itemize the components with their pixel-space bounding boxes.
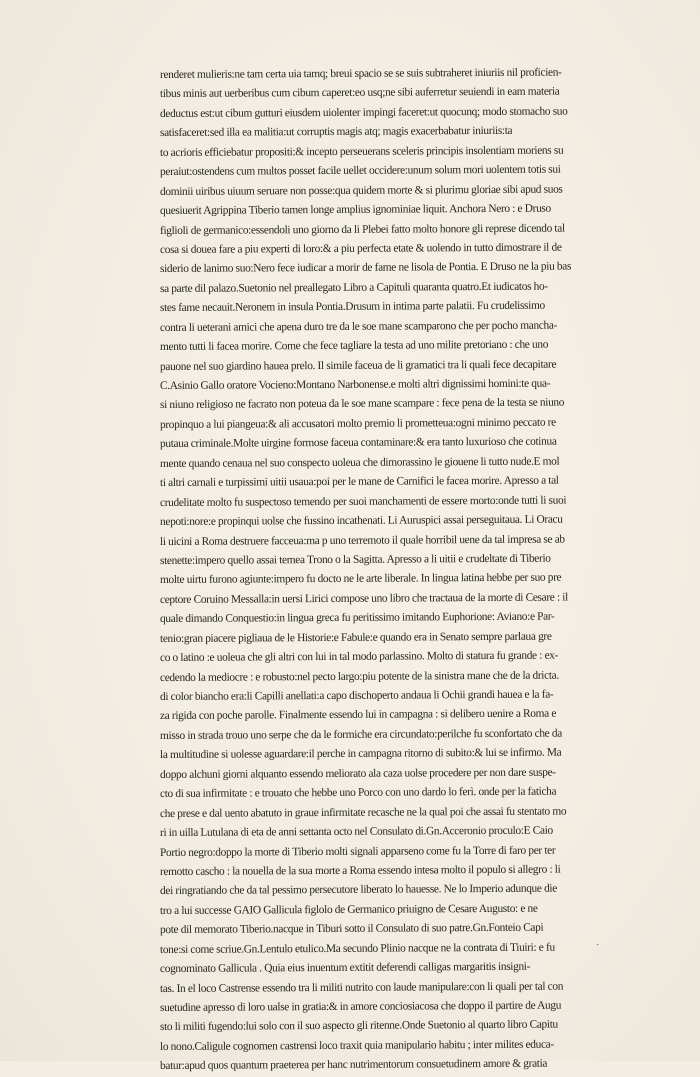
text-line: ti altri carnali e turpissimi uitii usaua:poi per le mane de Carnifici le facea morire. Apresso a tal [159,474,559,490]
text-line: cto di sua infirmitate : e trouato che hebbe uno Porco con uno dardo lo ferì. onde per la faticha [159,785,557,801]
text-line: deductus est:ut cibum gutturi eiusdem uiolenter impingi faceret:ut quocunq; modo stomacho suo [159,105,568,120]
text-line: to acrioris efficiebatur propositi:& incepto perseuerans sceleris principis insolentiam moriens su [159,144,564,159]
text-line: cognominato Gallicula . Quia eius inuentum extitit deferendi calligas margaritis insigni- [159,960,531,976]
text-line: co o latino :e uoleua che gli altri con lui in tal modo parlassino. Molto di statura fu grande : ex- [159,649,559,665]
text-line: mente quando cenaua nel suo conspecto uoleua che dimorassino le giouene li tutto nude.E mol [159,455,560,470]
text-line: dominii uiribus uiuum seruare non posse:qua quidem morte & si plurimu gloriae sibi apud suos [159,183,563,198]
text-line: di color biancho era:li Capilli anellati:a capo dischoperto andaua li Ochii grandi hauea e la fa- [159,688,554,703]
text-line: peraiut:ostendens cum multos posset facile uellet occidere:unum solum mori uolentem totis sui [159,163,561,179]
text-line: lo nono.Caligule cognomen castrensi loco traxit quia manipulario habitu ; inter milites educa- [159,1038,554,1053]
text-line: li uicini a Roma destruere facceua:ma p uno terremoto il quale horribil uene da tal impresa se ab [159,533,565,548]
text-block [160,66,632,1077]
text-line: propinquo a lui piangeua:& ali accusatori molto premio li prometteua:ogni minimo peccato re [159,416,556,431]
text-line: sa parte dil palazo.Suetonio nel preallegato Libro a Capituli quaranta quatro.Et iudicatos ho- [159,280,548,295]
text-line: tone:si come scriue.Gn.Lentulo etulico.Ma secundo Plinio nacque ne la contrata di Tiuiri: e fu [159,941,555,956]
text-line: tibus minis aut uerberibus cum cibum caperet:eo usq;ne sibi auferretur seuiendi in eam materia [159,85,560,101]
text-line: pote dil memorato Tiberio.nacque in Tiburi sotto il Consulato di suo patre.Gn.Fonteio Capi [159,921,544,937]
text-line: stenette:impero quello assai temea Trono o la Sagitta. Apresso a li uitii e crudeltate di Tiberio [159,552,551,567]
text-line: nepoti:nore:e propinqui uolse che fussino incathenati. Li Auruspici assai perseguitaua. Li Oracu [159,513,563,529]
text-line: stes fame necauit.Neronem in insula Pontia.Drusum in intima parte palatii. Fu crudelissimo [159,299,545,315]
text-line: molte uirtu furono agiunte:impero fu docto ne le arte liberale. In lingua latina hebbe per suo pre [159,571,562,587]
text-line: renderet mulieris:ne tam certa uia tamq; breui spacio se se suis subtraheret iniuriis nil proficien- [159,66,562,81]
page-mark: · [596,940,600,951]
text-line: sto li militi fugendo:lui solo con il suo aspecto gli ritenne.Onde Suetonio al quarto libro Capitu [159,1019,558,1034]
text-line: satisfaceret:sed illa ea malitia:ut corruptis magis atq; magis exacerbabatur iniuriis:ta [159,125,513,140]
text-line: za rigida con poche parolle. Finalmente essendo lui in campagna : si delibero uenire a Roma e [159,708,557,723]
text-line: doppo alchuni giorni alquanto essendo meliorato ala caza uolse procedere per non dare suspe- [159,766,556,781]
text-line: ceptore Coruino Messalla:in uersi Lirici compose uno libro che tractaua de la morte di Cesare : il [159,591,568,606]
text-line: siderio de lanimo suo:Nero fece iudicar a morir de fame ne lisola de Pontia. E Druso ne la piu bas [159,260,572,276]
text-line: tenio:gran piacere pigliaua de le Historie:e Fabule:e quando era in Senato sempre parlaua gre [159,630,552,645]
text-line: tas. In el loco Castrense essendo tra li militi nutrito con laude manipulare:con li quali per tal con [159,980,564,995]
text-line: ri in uilla Lutulana di eta de anni settanta octo nel Consulato di.Gn.Acceronio proculo:E Caio [159,824,553,840]
text-line: contra li ueterani amici che apena duro tre da le soe mane scamparono che per pocho mancha- [159,319,558,334]
text-line: Portio negro:doppo la morte di Tiberio molti signali apparseno come fu la Torre di faro per ter [159,844,556,859]
text-line: batur:apud quos quantum praeterea per hanc nutrimentorum consuetudinem amore & gratia [159,1057,548,1073]
text-line: mento tutti li facea morire. Come che fece tagliare la testa ad uno milite pretoriano : che uno [159,338,549,354]
text-line: misso in strada trouo uno serpe che da le formiche era circundato:perilche fu sconfortato che da [159,727,562,742]
text-line: crudelitate molto fu suspectoso temendo per suoi manchamenti de essere morto:onde tutti li suoi [159,494,567,509]
text-line: quesiuerit Agrippina Tiberio tamen longe amplius ignominiae liquit. Anchora Nero : e Druso [159,202,551,218]
text-line: la multitudine si uolesse aguardare:il perche in campagna ritorno di subito:& lui se infirmo. Ma [159,746,562,762]
text-line: remotto cascho : la nouella de la sua morte a Roma essendo intesa molto il populo si allegro : li [159,863,561,878]
text-line: dei ringratiando che da tal pessimo persecutore liberato lo hauesse. Ne lo Imperio adunque die [159,882,557,898]
text-line: cedendo la mediocre : e robusto:nel pecto largo:piu potente de la sinistra mane che de la dricta. [159,669,559,684]
text-line: che prese e dal uento abatuto in graue infirmitate recasche ne la qual poi che assai fu stentato mo [159,805,567,820]
text-line: suetudine apresso di loro ualse in gratia:& in amore conciosiacosa che doppo il partire de Augu [159,999,562,1014]
text-line: cosa si douea fare a piu experti di loro:& a piu perfecta etate & uolendo in tutto dimostrare il de [159,241,562,256]
text-line: quale dimando Conquestio:in lingua greca fu peritissimo imitando Euphorione: Aviano:e Par- [159,610,555,626]
text-line: si niuno religioso ne facrato non poteua da le soe mane scampare : fece pena de la testa se niuno [159,396,565,412]
text-line: C.Asinio Gallo oratore Vocieno:Montano Narbonense.e molti altri dignissimi homini:te qua- [159,377,551,392]
text-line: putaua criminale.Molte uirgine formose faceua contaminare:& era tanto luxurioso che cotinua [159,435,557,451]
text-line: figlioli de germanico:essendoli uno giorno da li Plebei fatto molto honore gli represe dicendo tal [159,222,565,237]
text-line: pauone nel suo giardino hauea prelo. Il simile faceua de li gramatici tra li quali fece decapitare [159,358,557,373]
text-line: tro a lui successe GAIO Gallicula figlolo de Germanico priuigno de Cesare Augusto: e ne [159,902,538,917]
